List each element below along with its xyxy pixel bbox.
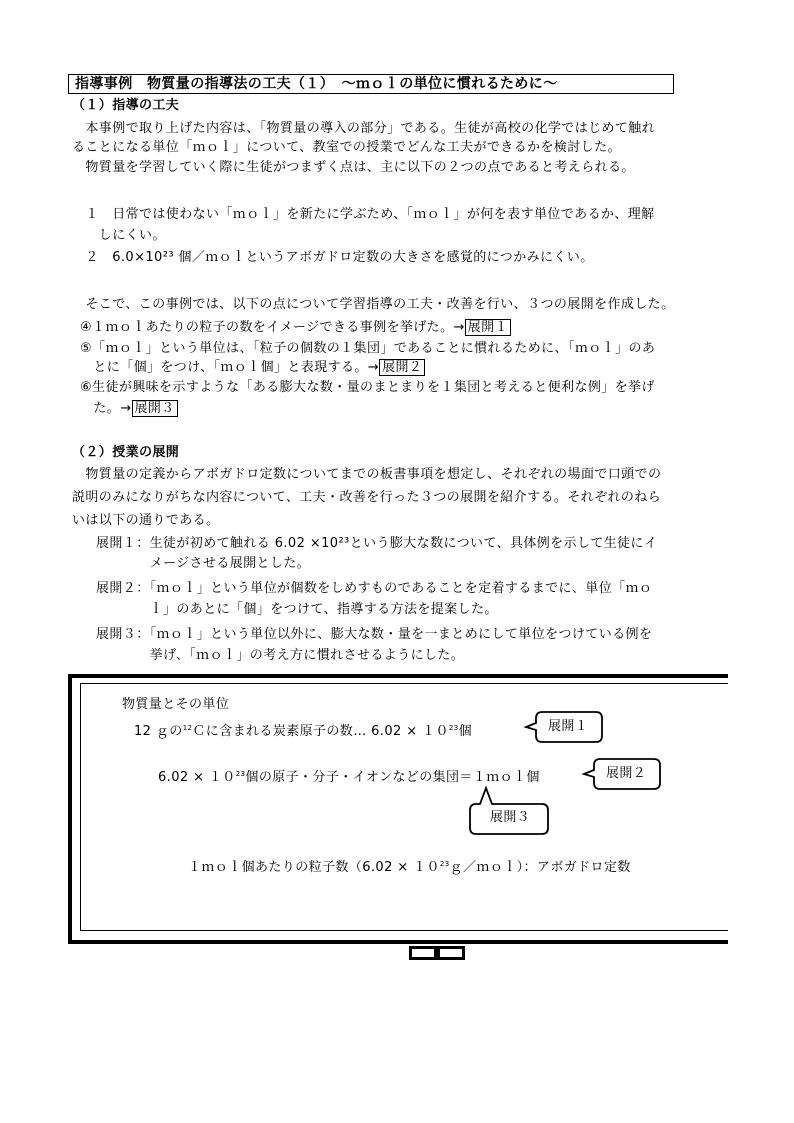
point-4-text: ④１ｍｏｌあたりの粒子の数をイメージできる事例を挙げた。→ <box>80 320 465 335</box>
board-line-2-text: 6.02 × １０ <box>158 770 236 785</box>
board-line-2-exponent: 23 <box>235 770 246 778</box>
point-5-cont <box>80 359 425 377</box>
board-line-3-text: ｇ／ｍｏｌ）：アボガドロ定数 <box>449 860 631 875</box>
board-line-3-text: １ｍｏｌ個あたりの粒子数（6.02 × １０ <box>188 860 440 875</box>
board-line-1-text: 個 <box>458 724 472 739</box>
development-1-desc: 展開１：生徒が初めて触れる 6.02 ×10²³という膨大な数について、具体例を示して生徒にイ <box>96 536 658 551</box>
development-3-desc-cont: 挙げ、「ｍｏｌ」の考え方に慣れさせるようにした。 <box>96 648 465 663</box>
point-5: ⑤「ｍｏｌ」という単位は、「粒子の個数の１集団」であることに慣れるために、「ｍｏｌ」のあ <box>80 341 656 356</box>
section2-heading: （２）授業の展開 <box>72 445 180 460</box>
board-line-3-exponent: 23 <box>439 860 450 868</box>
point-6-cont <box>80 400 178 418</box>
point-6: ⑥生徒が興味を示すような「ある膨大な数・量のまとまりを１集団と考えると便利な例」を挙げ <box>80 380 655 395</box>
point-4 <box>80 319 511 337</box>
section1-paragraph-line: ることになる単位「ｍｏｌ」について、教室での授業でどんな工夫ができるかを検討した。 <box>72 140 621 155</box>
document-title: 指導事例 物質量の指導法の工夫（１） ～ｍｏｌの単位に慣れるために～ <box>68 74 674 94</box>
difficulty-item-1-cont: しにくい。 <box>72 228 166 243</box>
point-5-link: 展開２ <box>379 359 425 376</box>
development-1-desc-cont: メージさせる展開とした。 <box>96 556 311 571</box>
development-2-desc: 展開２：「ｍｏｌ」という単位が個数をしめすものであることを定着するまでに、単位「ｍｏ <box>96 581 653 596</box>
difficulty-item-1: １ 日常では使わない「ｍｏｌ」を新たに学ぶため、「ｍｏｌ」が何を表す単位であるか、理解 <box>72 207 655 222</box>
point-6-link: 展開３ <box>132 400 178 417</box>
point-6-text: た。→ <box>80 401 132 416</box>
board-line-1-exponent: 23 <box>448 724 459 732</box>
board-heading: 物質量とその単位 <box>122 697 230 712</box>
board-line-1-text: Ｃに含まれる炭素原子の数… 6.02 × １０ <box>192 724 449 739</box>
development-3-desc: 展開３：「ｍｏｌ」という単位以外に、膨大な数・量を一まとめにして単位をつけている例を <box>96 627 653 642</box>
section1-paragraph-line: そこで、この事例では、以下の点について学習指導の工夫・改善を行い、３つの展開を作成した。 <box>72 297 675 312</box>
section2-paragraph-line: いは以下の通りである。 <box>72 513 220 528</box>
section1-paragraph-line: 本事例で取り上げた内容は、「物質量の導入の部分」である。生徒が高校の化学ではじめて触れ <box>72 121 656 136</box>
callout-1-label: 展開１ <box>548 719 589 734</box>
section1-heading: （１）指導の工夫 <box>72 98 180 113</box>
callout-3-label: 展開３ <box>490 810 531 825</box>
board-line-3 <box>188 856 631 876</box>
section1-paragraph-line: 物質量を学習していく際に生徒がつまずく点は、主に以下の２つの点であると考えられる。 <box>72 160 635 175</box>
section2-paragraph-line: 物質量の定義からアボガドロ定数についてまでの板書事項を想定し、それぞれの場面で口頭での <box>72 467 662 482</box>
section2-paragraph-line: 説明のみになりがちな内容について、工夫・改善を行った３つの展開を紹介する。それぞれのねら <box>72 490 662 505</box>
board-line-1 <box>134 720 472 740</box>
callout-2-label: 展開２ <box>606 766 647 781</box>
point-5-text: とに「個」をつけ、「ｍｏｌ個」と表現する。→ <box>80 360 380 375</box>
difficulty-item-2: ２ 6.0×10²³ 個／ｍｏｌというアボガドロ定数の大きさを感覚的につかみにくい。 <box>72 250 594 265</box>
board-line-2-text: 個の原子・分子・イオンなどの集団＝１ｍｏｌ個 <box>245 770 540 785</box>
chalk-tray-right <box>437 946 465 960</box>
point-4-link: 展開１ <box>465 319 511 336</box>
development-2-desc-cont: ｌ」のあとに「個」をつけて、指導する方法を提案した。 <box>96 602 498 617</box>
board-line-1-text: 12 ｇの <box>134 724 183 739</box>
board-line-1-superscript: 12 <box>182 724 193 732</box>
chalk-tray-left <box>409 946 437 960</box>
board-line-2 <box>158 766 540 786</box>
